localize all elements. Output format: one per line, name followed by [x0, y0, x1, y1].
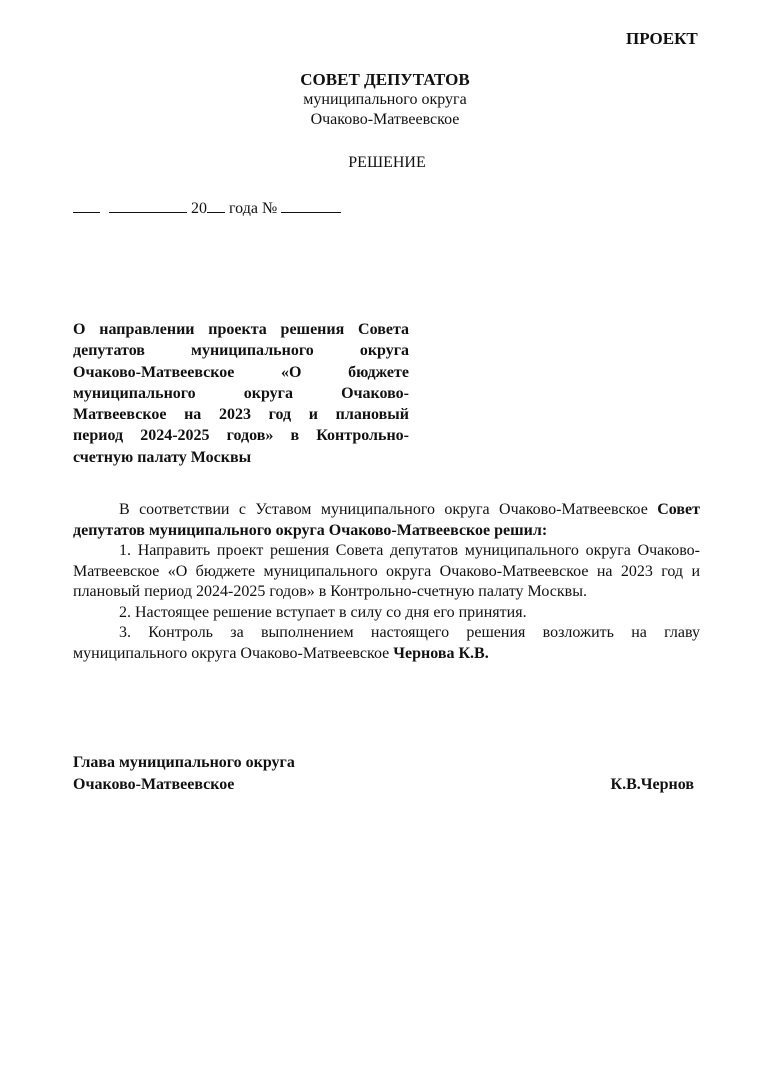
org-district-line: Очаково-Матвеевское	[310, 111, 460, 128]
item-3-text: 3. Контроль за выполнением настоящего решения возложить на главу муниципального округа Очаково-Матвеевское	[73, 624, 700, 662]
year-prefix: 20	[191, 200, 207, 217]
item-3-responsible: Чернова К.В.	[393, 644, 489, 662]
org-subtitle-line: муниципального округа	[303, 91, 467, 108]
header-block	[0, 70, 764, 130]
item-3	[73, 623, 700, 664]
date-number-line	[73, 197, 341, 218]
org-name: СОВЕТ ДЕПУТАТОВ	[300, 70, 470, 89]
item-1: 1. Направить проект решения Совета депутатов муниципального округа Очаково-Матвеевское «О бюджете муниципального округа Очаково-Матвеевское на 2023 год и плановый период 2024-2025 годов» в Контрольно-счетную палату Москвы.	[73, 542, 700, 600]
document-type: РЕШЕНИЕ	[348, 154, 426, 171]
year-blank	[207, 197, 225, 213]
month-blank	[109, 197, 187, 213]
intro-resolution: Совет депутатов муниципального округа Очаково-Матвеевское решил:	[73, 501, 701, 539]
subject-line: период 2024-2025 годов» в Контрольно-	[73, 427, 409, 445]
intro-text: В соответствии с Уставом муниципального округа Очаково-Матвеевское	[119, 501, 648, 518]
intro-paragraph	[73, 500, 700, 541]
decision-subject	[73, 319, 409, 468]
subject-line: Очаково-Матвеевское «О бюджете	[73, 363, 409, 381]
subject-line: счетную палату Москвы	[73, 448, 252, 466]
subject-line: О направлении проекта решения Совета	[73, 321, 409, 338]
item-2: 2. Настоящее решение вступает в силу со дня его принятия.	[119, 603, 527, 621]
number-blank	[281, 197, 341, 213]
subject-line: муниципального округа Очаково-	[73, 384, 409, 402]
day-blank	[73, 197, 100, 213]
draft-stamp: ПРОЕКТ	[626, 29, 698, 48]
signatory-name: К.В.Чернов	[610, 776, 694, 793]
year-suffix: года №	[225, 200, 278, 217]
signature-block	[73, 752, 700, 796]
subject-line: депутатов муниципального округа	[73, 342, 409, 360]
signatory-title-line1: Глава муниципального округа	[73, 754, 295, 771]
subject-line: Матвеевское на 2023 год и плановый	[73, 406, 409, 424]
decision-body	[73, 500, 700, 664]
signatory-title-line2: Очаково-Матвеевское	[73, 776, 235, 793]
